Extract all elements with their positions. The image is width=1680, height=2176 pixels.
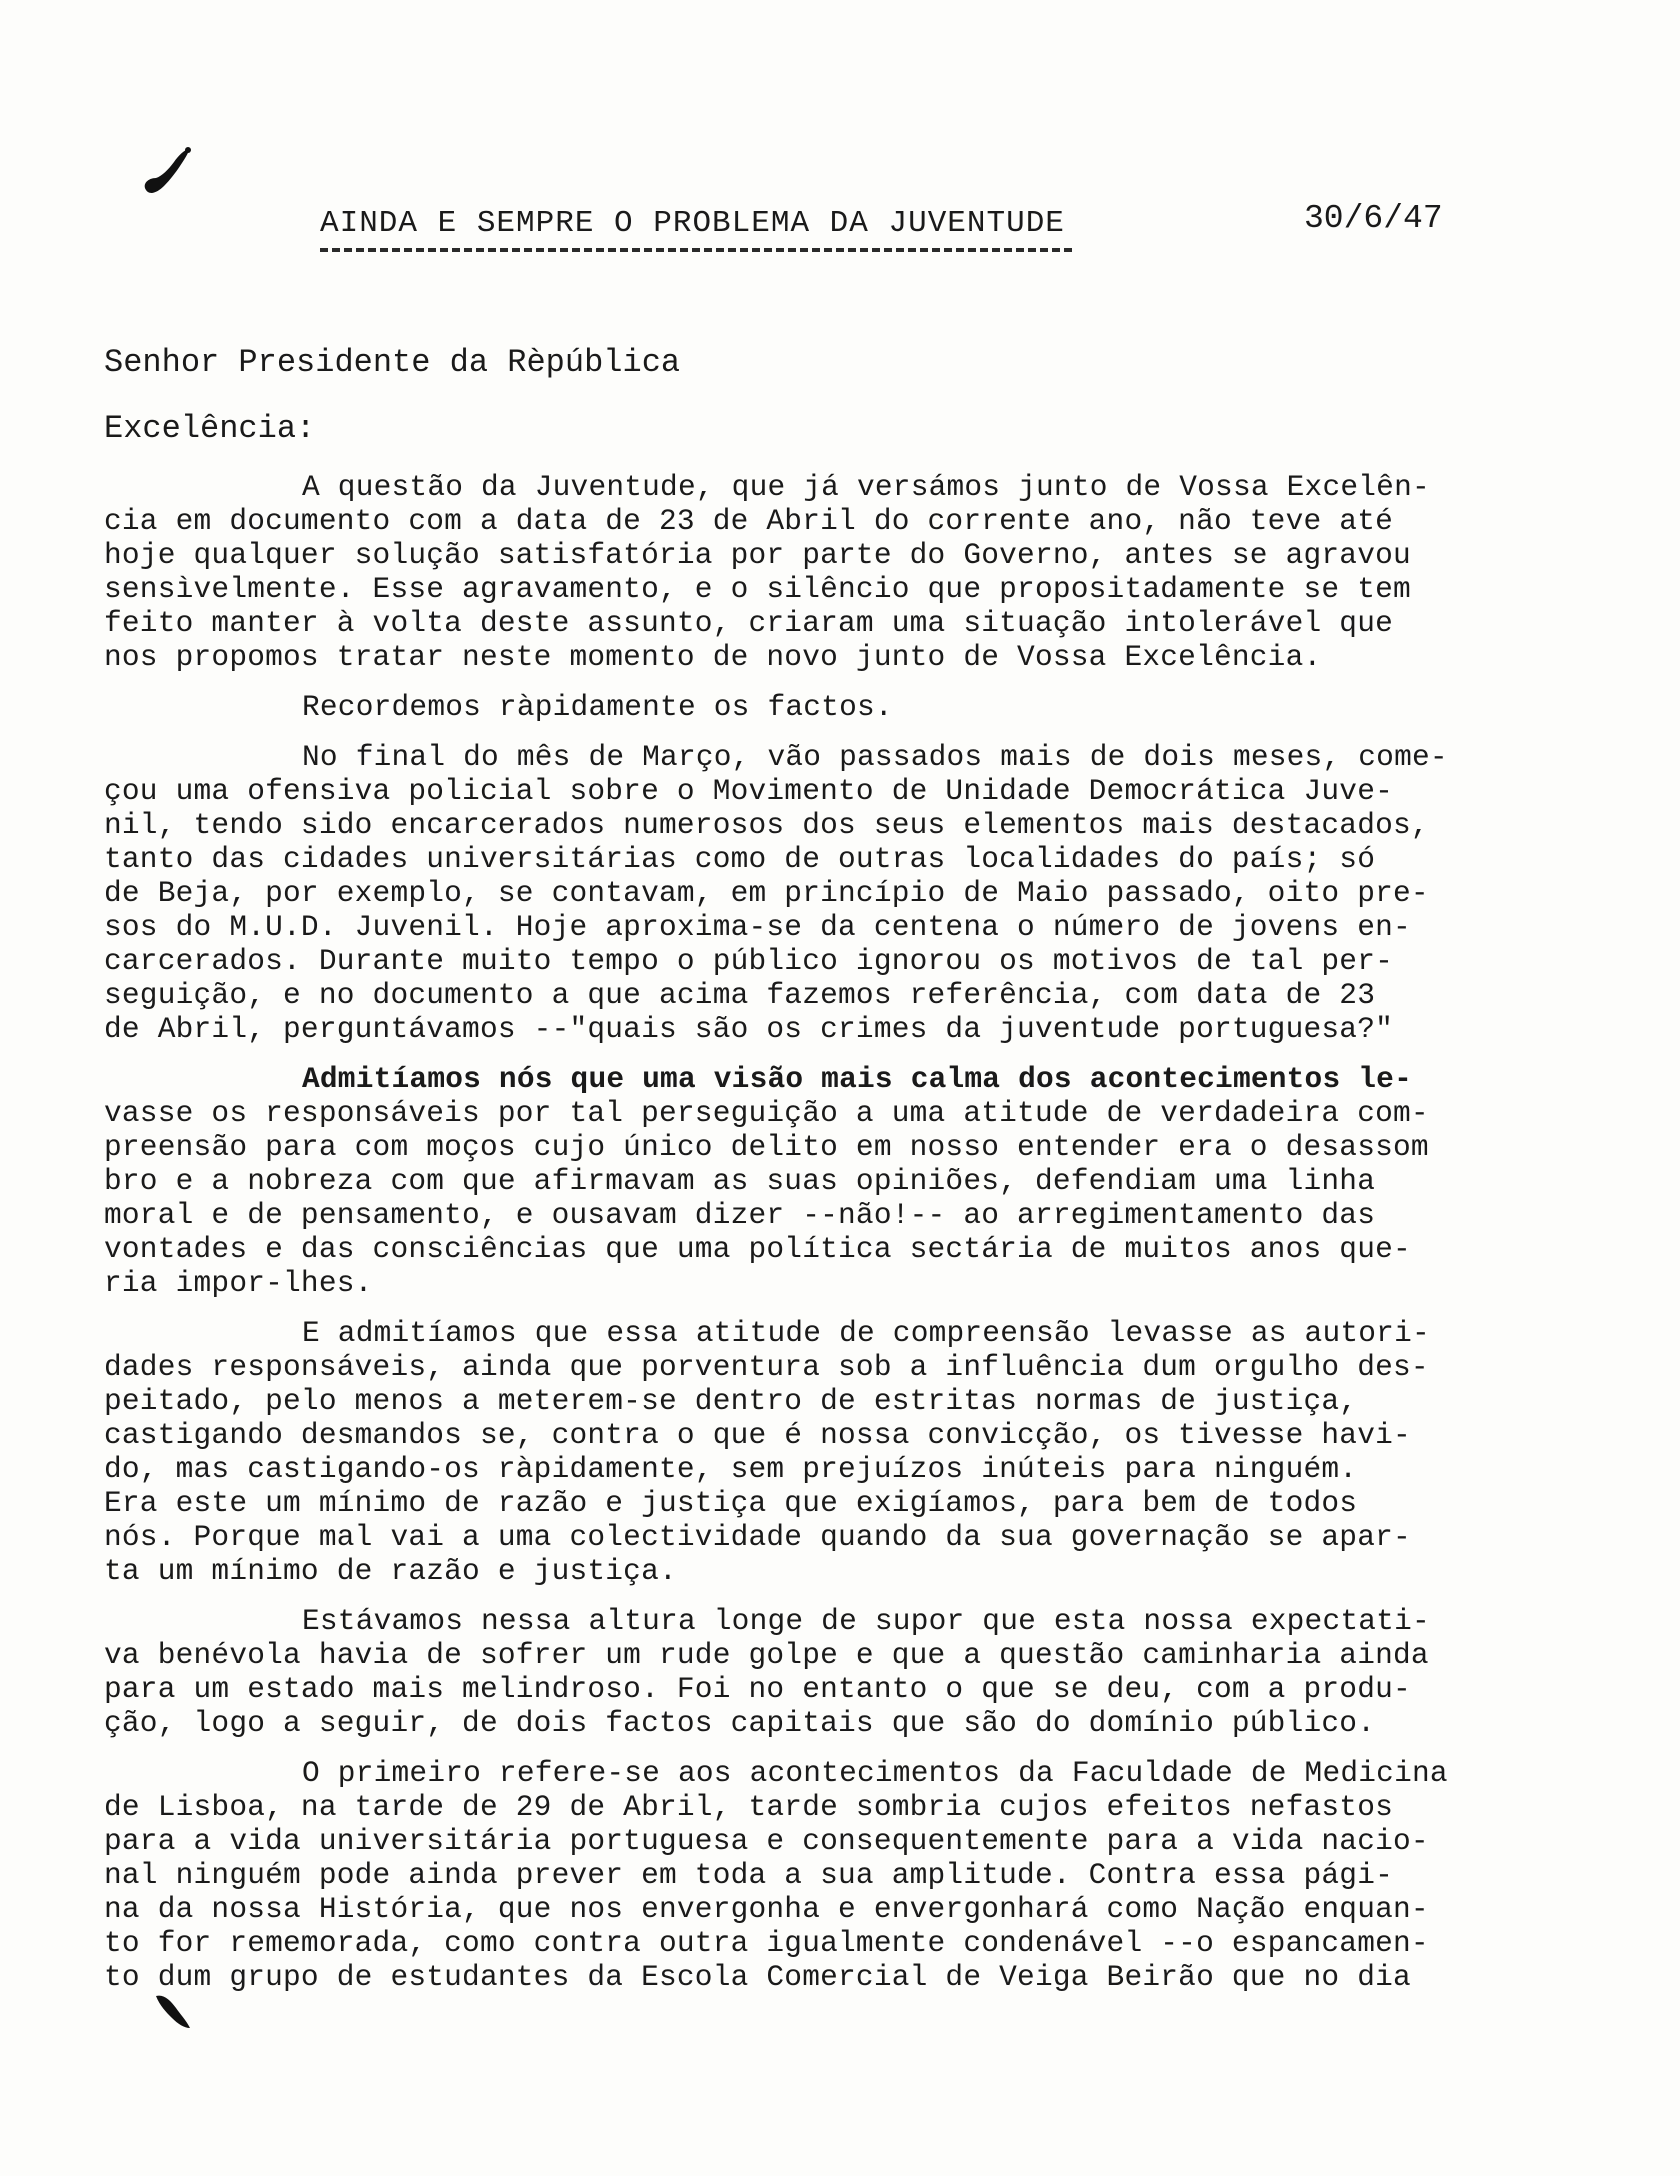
body-line: Admitíamos nós que uma visão mais calma dos acontecimentos le- <box>302 1062 1412 1096</box>
body-line: O primeiro refere-se aos acontecimentos da Faculdade de Medicina <box>302 1756 1448 1790</box>
document-date: 30/6/47 <box>1304 200 1443 237</box>
body-line: para a vida universitária portuguesa e consequentemente para a vida nacio- <box>104 1824 1429 1858</box>
body-line: bro e a nobreza com que afirmavam as suas opiniões, defendiam uma linha <box>104 1164 1376 1198</box>
body-line: hoje qualquer solução satisfatória por parte do Governo, antes se agravou <box>104 538 1411 572</box>
body-line: nos propomos tratar neste momento de novo junto de Vossa Excelência. <box>104 640 1322 674</box>
ink-blot-icon <box>138 140 198 200</box>
body-line: para um estado mais melindroso. Foi no entanto o que se deu, com a produ- <box>104 1672 1411 1706</box>
title-underline <box>320 248 1072 252</box>
body-line: de Beja, por exemplo, se contavam, em princípio de Maio passado, oito pre- <box>104 876 1429 910</box>
body-line: Era este um mínimo de razão e justiça que exigíamos, para bem de todos <box>104 1486 1358 1520</box>
body-line: cia em documento com a data de 23 de Abril do corrente ano, não teve até <box>104 504 1394 538</box>
body-line: de Lisboa, na tarde de 29 de Abril, tarde sombria cujos efeitos nefastos <box>104 1790 1394 1824</box>
body-line: moral e de pensamento, e ousavam dizer --não!-- ao arregimentamento das <box>104 1198 1376 1232</box>
body-line: nal ninguém pode ainda prever em toda a sua amplitude. Contra essa pági- <box>104 1858 1394 1892</box>
body-line: preensão para com moços cujo único delito em nosso entender era o desassom <box>104 1130 1429 1164</box>
body-line: nós. Porque mal vai a uma colectividade quando da sua governação se apar- <box>104 1520 1411 1554</box>
body-line: na da nossa História, que nos envergonha e envergonhará como Nação enquan- <box>104 1892 1429 1926</box>
body-line: carcerados. Durante muito tempo o público ignorou os motivos de tal per- <box>104 944 1394 978</box>
body-line: No final do mês de Março, vão passados mais de dois meses, come- <box>302 740 1448 774</box>
body-line: tanto das cidades universitárias como de outras localidades do país; só <box>104 842 1376 876</box>
body-line: seguição, e no documento a que acima fazemos referência, com data de 23 <box>104 978 1376 1012</box>
salutation: Senhor Presidente da Rèpública <box>104 344 681 381</box>
body-line: to dum grupo de estudantes da Escola Comercial de Veiga Beirão que no dia <box>104 1960 1411 1994</box>
ink-smudge-icon <box>150 1990 194 2034</box>
body-line: de Abril, perguntávamos --"quais são os crimes da juventude portuguesa?" <box>104 1012 1394 1046</box>
body-line: peitado, pelo menos a meterem-se dentro de estritas normas de justiça, <box>104 1384 1358 1418</box>
body-line: çou uma ofensiva policial sobre o Movimento de Unidade Democrática Juve- <box>104 774 1394 808</box>
body-line: do, mas castigando-os ràpidamente, sem prejuízos inúteis para ninguém. <box>104 1452 1358 1486</box>
body-line: to for rememorada, como contra outra igualmente condenável --o espancamen- <box>104 1926 1429 1960</box>
body-line: sensìvelmente. Esse agravamento, e o silêncio que propositadamente se tem <box>104 572 1411 606</box>
body-line: nil, tendo sido encarcerados numerosos dos seus elementos mais destacados, <box>104 808 1429 842</box>
greeting: Excelência: <box>104 410 316 447</box>
body-line: A questão da Juventude, que já versámos junto de Vossa Excelên- <box>302 470 1430 504</box>
body-line: vasse os responsáveis por tal perseguição a uma atitude de verdadeira com- <box>104 1096 1429 1130</box>
body-line: ria impor-lhes. <box>104 1266 373 1300</box>
body-line: castigando desmandos se, contra o que é nossa convicção, os tivesse havi- <box>104 1418 1411 1452</box>
body-line: sos do M.U.D. Juvenil. Hoje aproxima-se da centena o número de jovens en- <box>104 910 1411 944</box>
body-line: vontades e das consciências que uma política sectária de muitos anos que- <box>104 1232 1411 1266</box>
body-line: dades responsáveis, ainda que porventura sob a influência dum orgulho des- <box>104 1350 1429 1384</box>
body-line: feito manter à volta deste assunto, criaram uma situação intolerável que <box>104 606 1394 640</box>
body-line: Recordemos ràpidamente os factos. <box>302 690 893 724</box>
body-line: ção, logo a seguir, de dois factos capitais que são do domínio público. <box>104 1706 1376 1740</box>
body-line: va benévola havia de sofrer um rude golpe e que a questão caminharia ainda <box>104 1638 1429 1672</box>
body-line: ta um mínimo de razão e justiça. <box>104 1554 677 1588</box>
document-title: AINDA E SEMPRE O PROBLEMA DA JUVENTUDE <box>320 206 1065 241</box>
letter-body <box>104 470 1664 1994</box>
body-line: Estávamos nessa altura longe de supor que esta nossa expectati- <box>302 1604 1430 1638</box>
body-line: E admitíamos que essa atitude de compreensão levasse as autori- <box>302 1316 1430 1350</box>
